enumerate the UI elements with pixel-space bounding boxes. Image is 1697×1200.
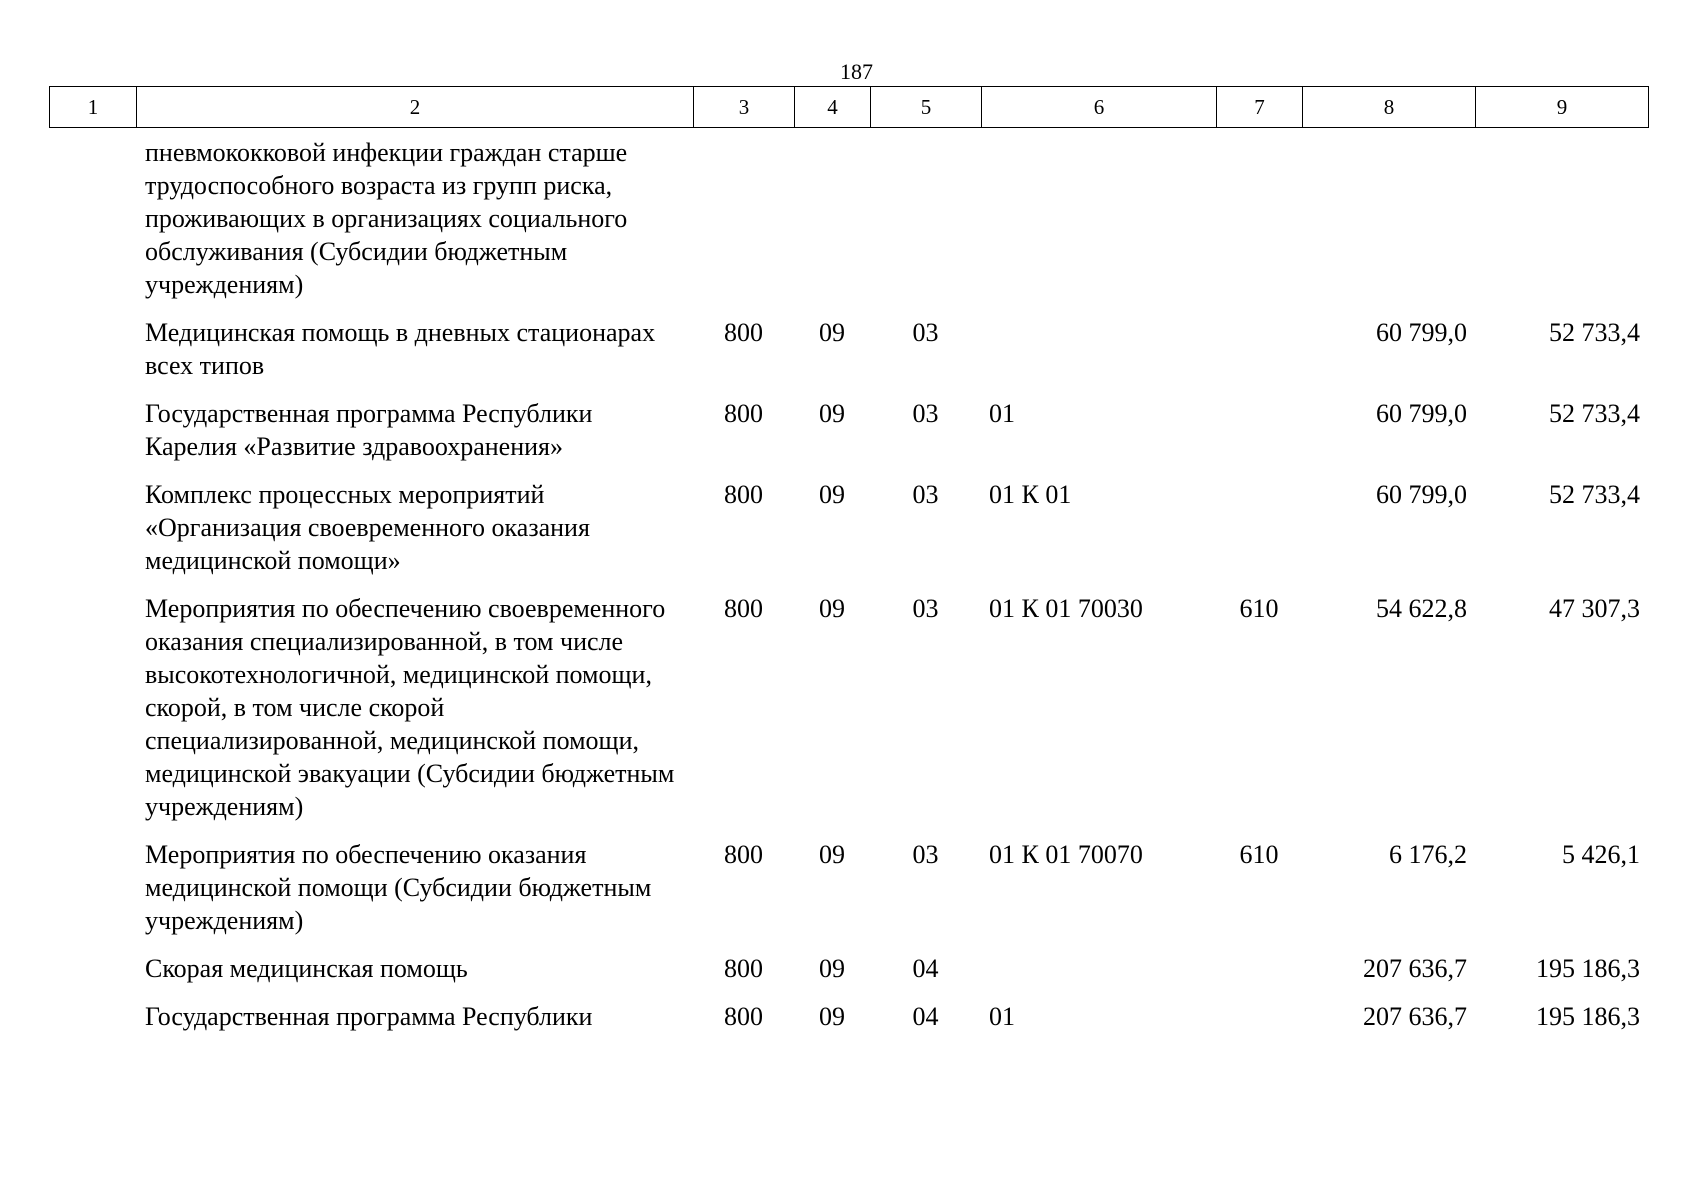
cell-col6	[981, 952, 1216, 1000]
cell-col6: 01 К 01 70030	[989, 594, 1143, 623]
cell-col9: 47 307,3	[1549, 594, 1640, 623]
cell-col5	[870, 136, 981, 316]
cell-col9: 195 186,3	[1536, 1002, 1640, 1031]
cell-col7	[1216, 136, 1302, 316]
cell-col9: 52 733,4	[1549, 480, 1640, 509]
header-cell-4: 4	[795, 87, 871, 128]
cell-col8	[1302, 136, 1475, 316]
cell-col8: 6 176,2	[1389, 840, 1467, 869]
header-cell-9: 9	[1476, 87, 1649, 128]
cell-col5: 03	[912, 399, 939, 428]
header-cell-2: 2	[137, 87, 694, 128]
cell-col4: 09	[819, 399, 845, 428]
cell-col3: 800	[724, 399, 763, 428]
cell-col7	[1216, 316, 1302, 397]
cell-col5: 03	[912, 480, 939, 509]
cell-col3	[693, 136, 794, 316]
cell-col4: 09	[819, 594, 845, 623]
cell-col9: 195 186,3	[1536, 954, 1640, 983]
cell-col8: 60 799,0	[1376, 480, 1467, 509]
cell-col3: 800	[724, 318, 763, 347]
cell-col7	[1216, 478, 1302, 592]
cell-col3: 800	[724, 1002, 763, 1031]
cell-col9: 52 733,4	[1549, 399, 1640, 428]
cell-col4	[794, 136, 870, 316]
cell-col4: 09	[819, 318, 845, 347]
cell-col1	[49, 952, 136, 1000]
cell-col7: 610	[1239, 840, 1279, 869]
cell-col6: 01 К 01 70070	[989, 840, 1143, 869]
cell-col4: 09	[819, 1002, 845, 1031]
cell-col4: 09	[819, 954, 845, 983]
cell-col7	[1216, 1000, 1302, 1048]
page-number: 187	[840, 59, 873, 84]
cell-col6: 01 К 01	[989, 480, 1072, 509]
table-row	[49, 316, 1648, 397]
header-cell-6: 6	[982, 87, 1217, 128]
cell-description: Комплекс процессных мероприятий «Организация своевременного оказания медицинской помощи»	[145, 480, 590, 575]
table-row	[49, 478, 1648, 592]
cell-description: пневмококковой инфекции граждан старше трудоспособного возраста из групп риска, проживающих в организациях социального обслуживания (Субсидии бюджетным учреждениям)	[145, 138, 628, 299]
table-row	[49, 397, 1648, 478]
header-cell-8: 8	[1303, 87, 1476, 128]
header-cell-3: 3	[694, 87, 795, 128]
table-row	[49, 136, 1648, 316]
header-cell-7: 7	[1217, 87, 1303, 128]
header-row	[50, 87, 1649, 128]
header-cell-1: 1	[50, 87, 137, 128]
table-row	[49, 838, 1648, 952]
cell-col1	[49, 397, 136, 478]
cell-col7	[1216, 397, 1302, 478]
cell-col1	[49, 316, 136, 397]
cell-col6: 01	[989, 399, 1015, 428]
cell-col8: 207 636,7	[1363, 954, 1467, 983]
table-row	[49, 1000, 1648, 1048]
cell-col5: 04	[912, 1002, 939, 1031]
table-row	[49, 592, 1648, 838]
cell-col6	[981, 136, 1216, 316]
cell-col1	[49, 136, 136, 316]
cell-description: Скорая медицинская помощь	[145, 954, 468, 983]
cell-description: Медицинская помощь в дневных стационарах всех типов	[145, 318, 656, 380]
cell-col7: 610	[1239, 594, 1279, 623]
cell-col3: 800	[724, 840, 763, 869]
cell-description: Государственная программа Республики Карелия «Развитие здравоохранения»	[145, 399, 593, 461]
cell-col5: 04	[912, 954, 939, 983]
cell-col4: 09	[819, 480, 845, 509]
cell-col1	[49, 592, 136, 838]
cell-col6	[981, 316, 1216, 397]
cell-col8: 54 622,8	[1376, 594, 1467, 623]
cell-col8: 60 799,0	[1376, 318, 1467, 347]
cell-col8: 207 636,7	[1363, 1002, 1467, 1031]
cell-description: Мероприятия по обеспечению своевременного оказания специализированной, в том числе высокотехнологичной, медицинской помощи, скорой, в том числе скорой специализированной, медицинской помощи, медицинской эвакуации (Субсидии бюджетным учреждениям)	[145, 594, 675, 821]
cell-col4: 09	[819, 840, 845, 869]
cell-col5: 03	[912, 318, 939, 347]
column-number-header	[49, 86, 1649, 128]
cell-col3: 800	[724, 480, 763, 509]
cell-col9	[1475, 136, 1648, 316]
cell-col9: 5 426,1	[1562, 840, 1640, 869]
cell-col3: 800	[724, 954, 763, 983]
cell-col5: 03	[912, 594, 939, 623]
cell-col1	[49, 1000, 136, 1048]
cell-col8: 60 799,0	[1376, 399, 1467, 428]
header-cell-5: 5	[871, 87, 982, 128]
cell-col3: 800	[724, 594, 763, 623]
cell-description: Государственная программа Республики	[145, 1002, 593, 1031]
cell-col6: 01	[989, 1002, 1015, 1031]
cell-col5: 03	[912, 840, 939, 869]
cell-col1	[49, 478, 136, 592]
table-row	[49, 952, 1648, 1000]
cell-col1	[49, 838, 136, 952]
cell-description: Мероприятия по обеспечению оказания медицинской помощи (Субсидии бюджетным учреждениям)	[145, 840, 652, 935]
budget-table-body	[49, 136, 1648, 1048]
cell-col9: 52 733,4	[1549, 318, 1640, 347]
cell-col7	[1216, 952, 1302, 1000]
